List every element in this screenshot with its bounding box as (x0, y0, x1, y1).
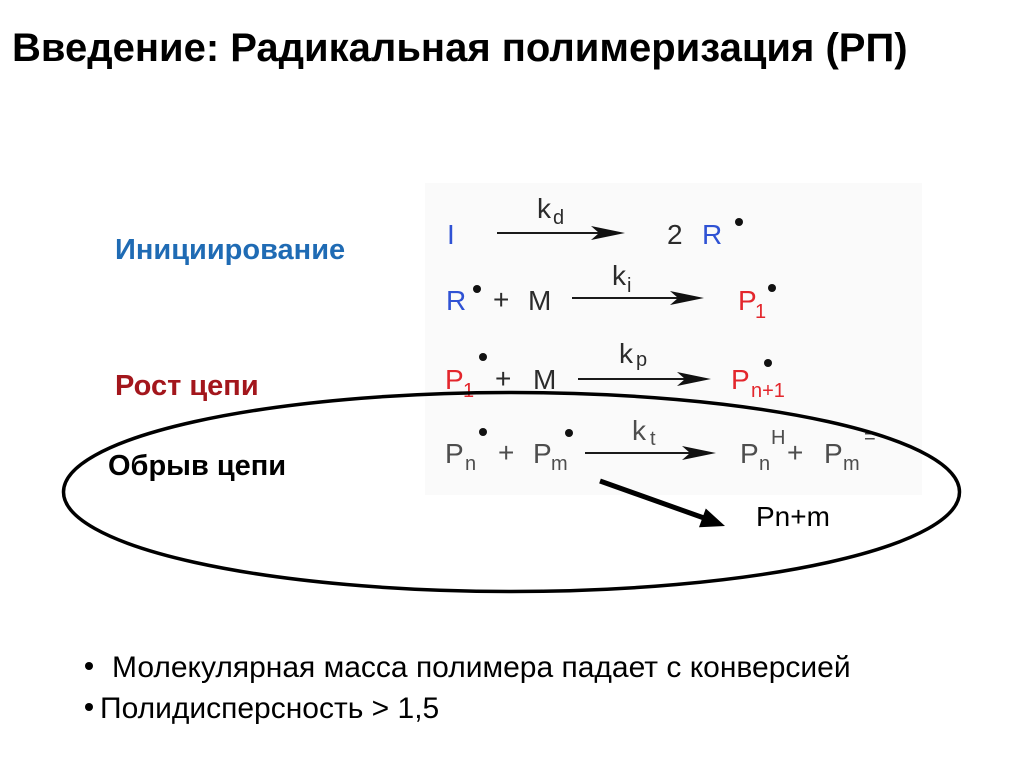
monomer-symbol: M (533, 364, 557, 395)
growing-chain-symbol: P (445, 364, 464, 395)
radical-dot (768, 284, 776, 292)
chain-length-subscript: n (759, 453, 771, 475)
chain-length-subscript: m (551, 453, 568, 475)
bullet-marker (85, 703, 93, 711)
end-group-superscript: H (771, 427, 786, 449)
radical-dot (473, 285, 481, 293)
monomer-symbol: M (528, 285, 552, 316)
rate-constant-subscript: d (553, 207, 565, 229)
chain-length-subscript: n (465, 453, 477, 475)
rate-constant-symbol: k (612, 260, 626, 291)
dead-chain-symbol: P (824, 438, 843, 469)
radical-dot (764, 359, 772, 367)
stage-label-termination: Обрыв цепи (108, 450, 287, 482)
rate-constant-subscript: p (636, 349, 648, 371)
growing-chain-symbol: P (533, 438, 552, 469)
recombination-product-label: Pn+m (756, 501, 830, 532)
growing-chain-symbol: P (445, 438, 464, 469)
stage-label-propagation: Рост цепи (115, 370, 259, 402)
rate-constant-symbol: k (632, 415, 646, 446)
plus-operator: + (493, 284, 510, 315)
rate-constant-subscript: i (627, 275, 632, 297)
radical-dot (479, 353, 487, 361)
rate-constant-symbol: k (619, 338, 633, 369)
rate-constant-symbol: k (537, 193, 551, 224)
arrow-head (699, 509, 725, 528)
chain-length-subscript: 1 (755, 301, 767, 323)
plus-operator: + (498, 437, 515, 468)
chain-length-subscript: n+1 (751, 380, 785, 402)
stage-label-initiation: Инициирование (115, 234, 346, 266)
bullet-text: Полидисперсность > 1,5 (100, 692, 440, 725)
radical-dot (565, 429, 573, 437)
chain-length-subscript: 1 (463, 380, 475, 402)
primary-radical-symbol: R (446, 285, 467, 316)
dead-chain-symbol: P (740, 438, 759, 469)
primary-radical-symbol: R (702, 219, 723, 250)
chain-length-subscript: m (843, 453, 860, 475)
radical-dot (735, 218, 743, 226)
bullet-text: Молекулярная масса полимера падает с конверсией (112, 651, 851, 684)
initiator-symbol: I (447, 219, 455, 250)
growing-chain-symbol: P (738, 285, 757, 316)
growing-chain-symbol: P (731, 364, 750, 395)
plus-operator: + (787, 437, 804, 468)
rate-constant-subscript: t (650, 428, 656, 450)
radical-dot (479, 428, 487, 436)
bullet-marker (85, 662, 93, 670)
slide-title: Введение: Радикальная полимеризация (РП) (12, 26, 908, 70)
stoichiometric-coefficient: 2 (667, 219, 683, 250)
end-group-superscript: = (864, 426, 876, 448)
plus-operator: + (495, 363, 512, 394)
